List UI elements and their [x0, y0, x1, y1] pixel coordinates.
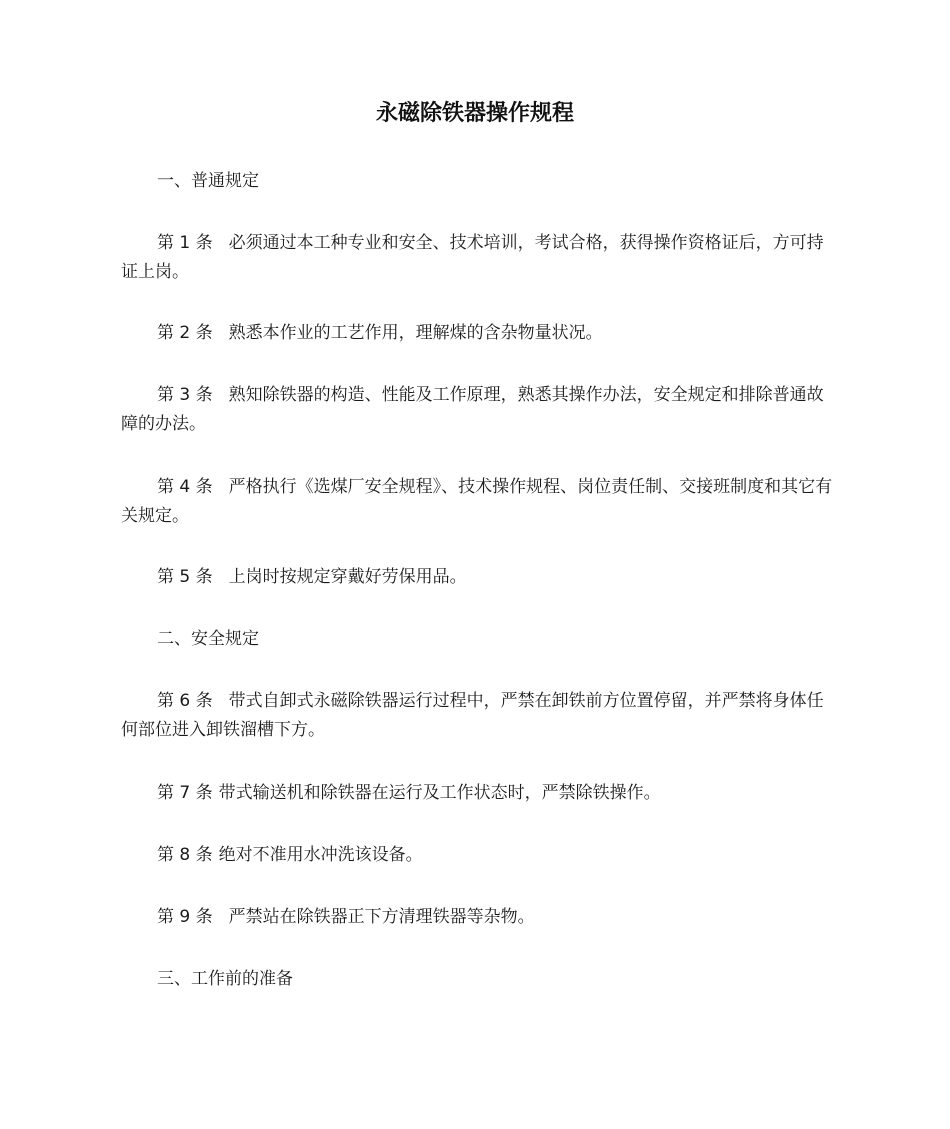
article-number: 第 4 条	[157, 477, 213, 497]
article-1	[121, 229, 833, 287]
article-8	[121, 841, 833, 870]
article-number: 第 3 条	[157, 385, 213, 405]
article-text: 必须通过本工种专业和安全、技术培训，考试合格，获得操作资格证后，方可持证上岗。	[121, 233, 824, 282]
article-text: 上岗时按规定穿戴好劳保用品。	[228, 567, 467, 587]
article-text: 严禁站在除铁器正下方清理铁器等杂物。	[228, 907, 535, 927]
article-9	[121, 903, 833, 932]
article-2	[121, 319, 833, 348]
section-heading-text: 一、普通规定	[157, 171, 259, 191]
article-number: 第 5 条	[157, 567, 213, 587]
document-title: 永磁除铁器操作规程	[375, 101, 574, 126]
article-number: 第 6 条	[157, 691, 213, 711]
article-text: 熟悉本作业的工艺作用，理解煤的含杂物量状况。	[228, 323, 603, 343]
article-4	[121, 473, 833, 531]
article-3	[121, 381, 833, 439]
article-text: 带式自卸式永磁除铁器运行过程中，严禁在卸铁前方位置停留，并严禁将身体任何部位进入卸铁溜槽下方。	[121, 691, 824, 740]
article-5	[121, 563, 833, 592]
article-text: 熟知除铁器的构造、性能及工作原理，熟悉其操作办法，安全规定和排除普通故障的办法。	[121, 385, 824, 434]
article-7	[121, 779, 833, 808]
article-number: 第 8 条	[157, 845, 213, 865]
article-text: 严格执行《选煤厂安全规程》、技术操作规程、岗位责任制、交接班制度和其它有关规定。	[121, 477, 833, 526]
section-heading-general	[121, 167, 833, 196]
section-heading-text: 二、安全规定	[157, 629, 259, 649]
section-heading-preparation	[121, 965, 833, 994]
section-heading-safety	[121, 625, 833, 654]
section-heading-text: 三、工作前的准备	[157, 969, 293, 989]
article-6	[121, 687, 833, 745]
article-number: 第 1 条	[157, 233, 213, 253]
article-text: 带式输送机和除铁器在运行及工作状态时，严禁除铁操作。	[218, 783, 661, 803]
article-number: 第 2 条	[157, 323, 213, 343]
article-number: 第 9 条	[157, 907, 213, 927]
article-number: 第 7 条	[157, 783, 213, 803]
article-text: 绝对不准用水冲洗该设备。	[218, 845, 423, 865]
